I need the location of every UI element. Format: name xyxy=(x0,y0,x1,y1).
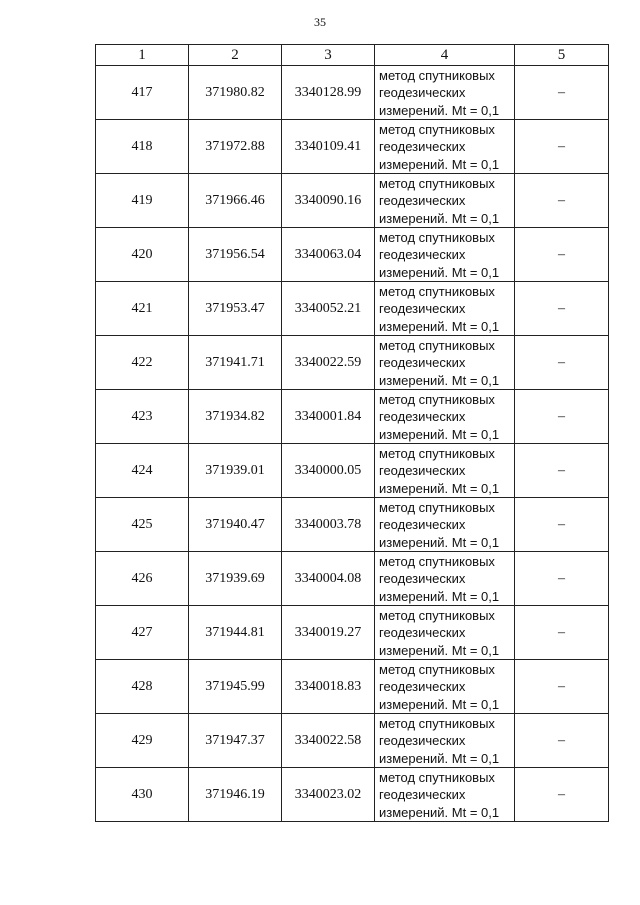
method-text-line: геодезических xyxy=(379,625,466,640)
method-text-line: геодезических xyxy=(379,139,466,154)
method-text-line: геодезических xyxy=(379,355,466,370)
column-5-cell: – xyxy=(515,552,609,606)
x-coordinate-cell: 371939.69 xyxy=(189,552,282,606)
y-coordinate-cell: 3340090.16 xyxy=(282,174,375,228)
table-row xyxy=(96,174,609,228)
method-text-line: геодезических xyxy=(379,409,466,424)
method-text-line: метод спутниковых xyxy=(379,67,495,83)
y-coordinate-cell: 3340109.41 xyxy=(282,120,375,174)
x-coordinate-cell: 371934.82 xyxy=(189,390,282,444)
method-cell xyxy=(375,714,515,768)
y-coordinate-cell: 3340004.08 xyxy=(282,552,375,606)
column-5-cell: – xyxy=(515,228,609,282)
point-number-cell: 420 xyxy=(96,228,189,282)
column-5-cell: – xyxy=(515,768,609,822)
column-header-5: 5 xyxy=(515,45,609,66)
method-cell xyxy=(375,444,515,498)
column-5-cell: – xyxy=(515,714,609,768)
coordinates-table xyxy=(95,44,609,822)
x-coordinate-cell: 371941.71 xyxy=(189,336,282,390)
method-text-line: метод спутниковых xyxy=(379,391,495,407)
method-text-line: измерений. Mt = 0,1 xyxy=(379,696,500,712)
table-row xyxy=(96,768,609,822)
point-number-cell: 424 xyxy=(96,444,189,498)
method-cell xyxy=(375,552,515,606)
method-text-line: метод спутниковых xyxy=(379,121,495,137)
x-coordinate-cell: 371953.47 xyxy=(189,282,282,336)
column-5-cell: – xyxy=(515,660,609,714)
table-header-row xyxy=(96,45,609,66)
method-text-line: измерений. Mt = 0,1 xyxy=(379,210,500,226)
method-text-line: метод спутниковых xyxy=(379,553,495,569)
column-5-cell: – xyxy=(515,66,609,120)
y-coordinate-cell: 3340003.78 xyxy=(282,498,375,552)
method-text-line: геодезических xyxy=(379,193,466,208)
point-number-cell: 423 xyxy=(96,390,189,444)
method-text-line: геодезических xyxy=(379,247,466,262)
method-text-line: метод спутниковых xyxy=(379,337,495,353)
method-text-line: метод спутниковых xyxy=(379,445,495,461)
method-text-line: геодезических xyxy=(379,517,466,532)
method-text-line: измерений. Mt = 0,1 xyxy=(379,534,500,550)
method-text-line: измерений. Mt = 0,1 xyxy=(379,588,500,604)
column-header-4: 4 xyxy=(375,45,515,66)
table-row xyxy=(96,660,609,714)
method-text-line: метод спутниковых xyxy=(379,769,495,785)
column-header-2: 2 xyxy=(189,45,282,66)
method-text-line: геодезических xyxy=(379,679,466,694)
method-cell xyxy=(375,768,515,822)
method-text-line: метод спутниковых xyxy=(379,715,495,731)
point-number-cell: 430 xyxy=(96,768,189,822)
method-cell xyxy=(375,282,515,336)
method-text-line: измерений. Mt = 0,1 xyxy=(379,642,500,658)
point-number-cell: 421 xyxy=(96,282,189,336)
method-text-line: метод спутниковых xyxy=(379,661,495,677)
method-cell xyxy=(375,336,515,390)
point-number-cell: 429 xyxy=(96,714,189,768)
column-5-cell: – xyxy=(515,498,609,552)
y-coordinate-cell: 3340128.99 xyxy=(282,66,375,120)
table-row xyxy=(96,336,609,390)
method-cell xyxy=(375,174,515,228)
x-coordinate-cell: 371956.54 xyxy=(189,228,282,282)
y-coordinate-cell: 3340018.83 xyxy=(282,660,375,714)
table-row xyxy=(96,228,609,282)
method-text-line: измерений. Mt = 0,1 xyxy=(379,804,500,820)
point-number-cell: 418 xyxy=(96,120,189,174)
method-cell xyxy=(375,390,515,444)
y-coordinate-cell: 3340019.27 xyxy=(282,606,375,660)
method-text-line: геодезических xyxy=(379,787,466,802)
x-coordinate-cell: 371945.99 xyxy=(189,660,282,714)
method-text-line: метод спутниковых xyxy=(379,499,495,515)
method-text-line: метод спутниковых xyxy=(379,607,495,623)
method-text-line: измерений. Mt = 0,1 xyxy=(379,480,500,496)
y-coordinate-cell: 3340022.59 xyxy=(282,336,375,390)
table-row xyxy=(96,606,609,660)
x-coordinate-cell: 371940.47 xyxy=(189,498,282,552)
y-coordinate-cell: 3340023.02 xyxy=(282,768,375,822)
column-header-3: 3 xyxy=(282,45,375,66)
y-coordinate-cell: 3340052.21 xyxy=(282,282,375,336)
method-text-line: метод спутниковых xyxy=(379,283,495,299)
point-number-cell: 425 xyxy=(96,498,189,552)
table-row xyxy=(96,282,609,336)
method-text-line: геодезических xyxy=(379,733,466,748)
column-5-cell: – xyxy=(515,390,609,444)
x-coordinate-cell: 371966.46 xyxy=(189,174,282,228)
x-coordinate-cell: 371946.19 xyxy=(189,768,282,822)
method-text-line: геодезических xyxy=(379,571,466,586)
table-row xyxy=(96,390,609,444)
table-row xyxy=(96,66,609,120)
point-number-cell: 428 xyxy=(96,660,189,714)
method-text-line: измерений. Mt = 0,1 xyxy=(379,156,500,172)
table-row xyxy=(96,552,609,606)
method-cell xyxy=(375,66,515,120)
method-text-line: измерений. Mt = 0,1 xyxy=(379,426,500,442)
method-text-line: геодезических xyxy=(379,463,466,478)
column-5-cell: – xyxy=(515,120,609,174)
method-text-line: измерений. Mt = 0,1 xyxy=(379,102,500,118)
method-cell xyxy=(375,120,515,174)
column-5-cell: – xyxy=(515,606,609,660)
x-coordinate-cell: 371944.81 xyxy=(189,606,282,660)
method-cell xyxy=(375,498,515,552)
method-cell xyxy=(375,606,515,660)
point-number-cell: 422 xyxy=(96,336,189,390)
point-number-cell: 426 xyxy=(96,552,189,606)
method-text-line: геодезических xyxy=(379,85,466,100)
point-number-cell: 427 xyxy=(96,606,189,660)
column-5-cell: – xyxy=(515,174,609,228)
x-coordinate-cell: 371947.37 xyxy=(189,714,282,768)
column-5-cell: – xyxy=(515,336,609,390)
method-text-line: геодезических xyxy=(379,301,466,316)
column-header-1: 1 xyxy=(96,45,189,66)
y-coordinate-cell: 3340022.58 xyxy=(282,714,375,768)
table-row xyxy=(96,498,609,552)
point-number-cell: 419 xyxy=(96,174,189,228)
x-coordinate-cell: 371972.88 xyxy=(189,120,282,174)
column-5-cell: – xyxy=(515,282,609,336)
table-row xyxy=(96,120,609,174)
column-5-cell: – xyxy=(515,444,609,498)
page-number: 35 xyxy=(314,15,326,29)
y-coordinate-cell: 3340063.04 xyxy=(282,228,375,282)
method-text-line: измерений. Mt = 0,1 xyxy=(379,264,500,280)
table-row xyxy=(96,444,609,498)
y-coordinate-cell: 3340000.05 xyxy=(282,444,375,498)
x-coordinate-cell: 371980.82 xyxy=(189,66,282,120)
y-coordinate-cell: 3340001.84 xyxy=(282,390,375,444)
method-text-line: измерений. Mt = 0,1 xyxy=(379,318,500,334)
method-cell xyxy=(375,228,515,282)
method-text-line: измерений. Mt = 0,1 xyxy=(379,750,500,766)
method-cell xyxy=(375,660,515,714)
table-row xyxy=(96,714,609,768)
method-text-line: метод спутниковых xyxy=(379,229,495,245)
point-number-cell: 417 xyxy=(96,66,189,120)
x-coordinate-cell: 371939.01 xyxy=(189,444,282,498)
method-text-line: метод спутниковых xyxy=(379,175,495,191)
method-text-line: измерений. Mt = 0,1 xyxy=(379,372,500,388)
